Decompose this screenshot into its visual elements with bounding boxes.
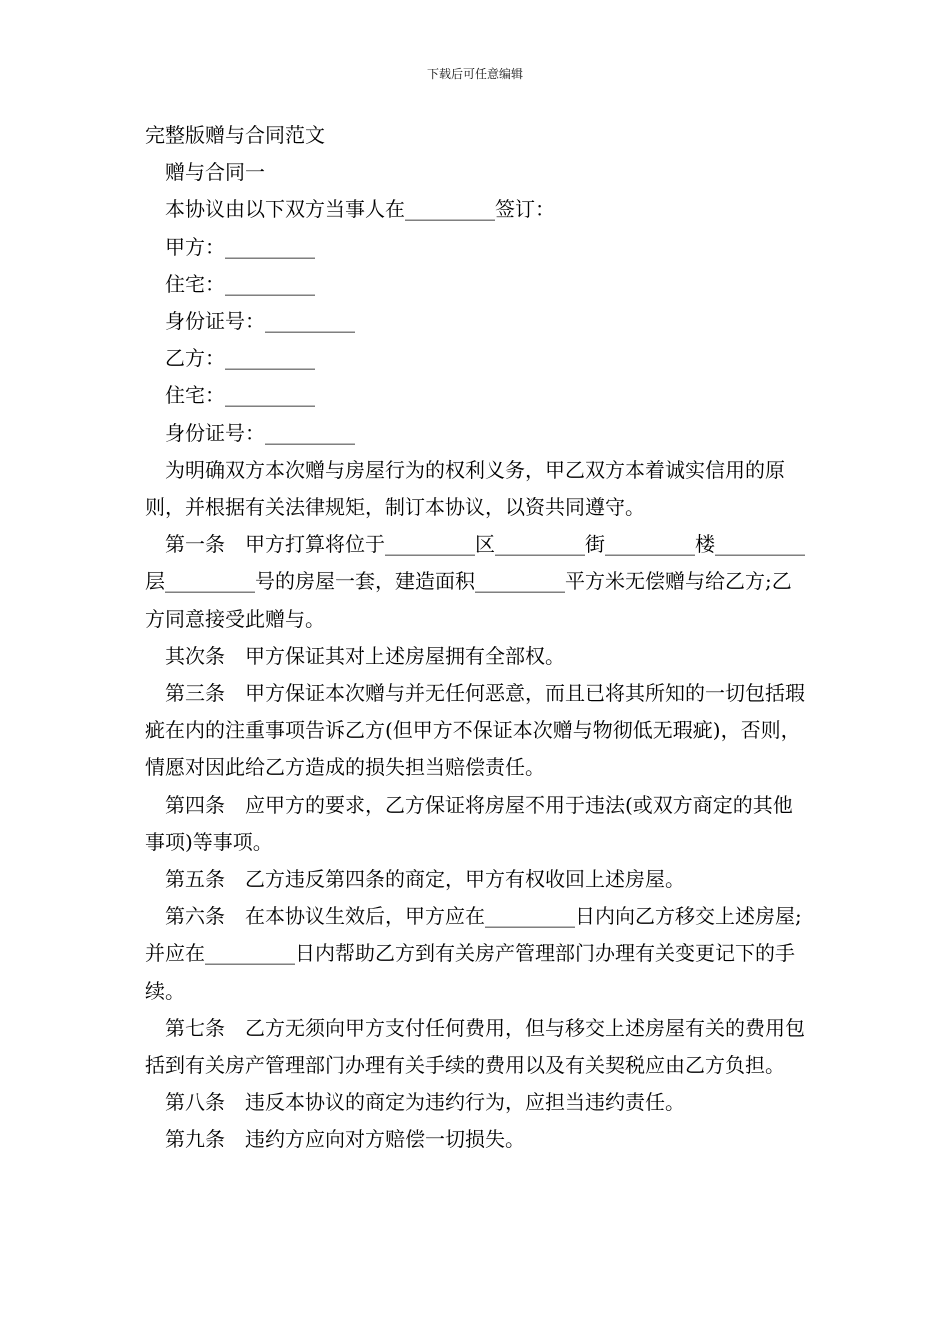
document-body	[145, 117, 805, 1159]
article-2: 其次条 甲方保证其对上述房屋拥有全部权。	[165, 643, 565, 668]
party-a-id-field: 身份证号：_________	[165, 309, 355, 334]
party-a-address-field: 住宅：_________	[165, 271, 315, 296]
contract-heading: 赠与合同一	[165, 160, 265, 185]
article-6: 第六条 在本协议生效后，甲方应在_________日内向乙方移交上述房屋;并应在_________日内帮助乙方到有关房产管理部门办理有关变更记下的手续。	[145, 904, 802, 1003]
document-title: 完整版赠与合同范文	[145, 123, 325, 147]
page-header-note: 下载后可任意编辑	[426, 67, 523, 81]
article-3: 第三条 甲方保证本次赠与并无任何恶意，而且已将其所知的一切包括瑕疵在内的注重事项告诉乙方(但甲方不保证本次赠与物彻低无瑕疵)，否则，情愿对因此给乙方造成的损失担当赔偿责任。	[145, 681, 805, 780]
party-b-field: 乙方：_________	[165, 346, 315, 371]
party-b-id-field: 身份证号：_________	[165, 420, 355, 445]
party-a-field: 甲方：_________	[165, 234, 315, 259]
party-b-address-field: 住宅：_________	[165, 383, 315, 408]
article-9: 第九条 违约方应向对方赔偿一切损失。	[165, 1127, 525, 1152]
article-4: 第四条 应甲方的要求，乙方保证将房屋不用于违法(或双方商定的其他事项)等事项。	[145, 792, 793, 854]
article-5: 第五条 乙方违反第四条的商定，甲方有权收回上述房屋。	[165, 867, 685, 892]
article-8: 第八条 违反本协议的商定为违约行为，应担当违约责任。	[165, 1090, 685, 1115]
article-1: 第一条 甲方打算将位于_________区_________街_________楼_________层_________号的房屋一套，建造面积_________平方米无偿赠与给乙方;乙方同意接受此赠与。	[145, 532, 805, 631]
agreement-intro: 本协议由以下双方当事人在_________签订：	[165, 197, 555, 222]
preamble-paragraph: 为明确双方本次赠与房屋行为的权利义务，甲乙双方本着诚实信用的原则，并根据有关法律规矩，制订本协议，以资共同遵守。	[145, 457, 785, 520]
article-7: 第七条 乙方无须向甲方支付任何费用，但与移交上述房屋有关的费用包括到有关房产管理部门办理有关手续的费用以及有关契税应由乙方负担。	[145, 1015, 805, 1078]
